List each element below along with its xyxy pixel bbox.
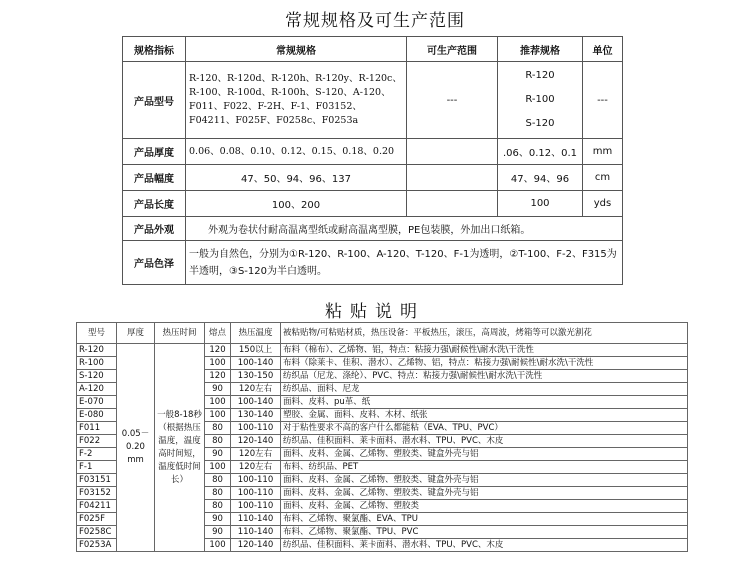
unit-value: cm	[583, 165, 623, 191]
melt-cell: 100	[205, 396, 231, 409]
material-cell: 面料、皮料、金属、乙烯物、塑胶类、键盒外壳与铝	[281, 448, 688, 461]
table-row	[77, 344, 688, 357]
spec-header: 推荐规格	[498, 37, 583, 62]
melt-cell: 100	[205, 461, 231, 474]
material-cell: 布料、纺织品、PET	[281, 461, 688, 474]
spec-header-row	[123, 37, 623, 62]
usage-header: 被粘贴物/可粘贴材质，热压设备：平板热压，滚压，高周波，烤箱等可以激光割花	[281, 323, 688, 344]
melt-cell: 100	[205, 357, 231, 370]
row-label: 产品外观	[123, 217, 186, 241]
recommend-item: S-120	[525, 118, 555, 129]
row-label: 产品幅度	[123, 165, 186, 191]
color-text: 一般为自然色，分别为①R-120、R-100、A-120、T-120、F-1为透明，②T-100、F-2、F315为半透明，③S-120为半白透明。	[186, 241, 623, 285]
spec-row-width	[123, 165, 623, 191]
range-value	[407, 165, 498, 191]
spec-row-thickness	[123, 139, 623, 165]
temp-cell: 100-140	[231, 357, 281, 370]
temp-cell: 100-110	[231, 487, 281, 500]
appearance-text: 外观为卷状付耐高温离型纸或耐高温离型膜，PE包装膜，外加出口纸箱。	[186, 217, 623, 241]
unit-value: yds	[583, 191, 623, 217]
melt-cell: 90	[205, 383, 231, 396]
usage-table	[76, 322, 688, 552]
melt-cell: 80	[205, 487, 231, 500]
model-cell: E-080	[77, 409, 117, 422]
recommend-item: R-100	[525, 94, 555, 105]
temp-cell: 130-140	[231, 409, 281, 422]
usage-header: 热压温度	[231, 323, 281, 344]
spec-row-model	[123, 62, 623, 139]
temp-cell: 120左右	[231, 448, 281, 461]
usage-header: 型号	[77, 323, 117, 344]
spec-row-appearance	[123, 217, 623, 241]
temp-cell: 100-140	[231, 396, 281, 409]
model-cell: F0253A	[77, 539, 117, 552]
melt-cell: 90	[205, 448, 231, 461]
melt-cell: 90	[205, 513, 231, 526]
material-cell: 布料（除莱卡、佳积、潜水）、乙烯物、铝，特点：粘接力强\耐候性\耐水洗\干洗性	[281, 357, 688, 370]
material-cell: 纺织品、佳积面料、莱卡面料、潜水料、TPU、PVC、木皮	[281, 435, 688, 448]
spec-header: 规格指标	[123, 37, 186, 62]
range-value: ---	[407, 62, 498, 139]
usage-header: 厚度	[117, 323, 155, 344]
length-values: 100、200	[186, 191, 407, 217]
melt-cell: 120	[205, 344, 231, 357]
model-cell: F025F	[77, 513, 117, 526]
model-cell: F022	[77, 435, 117, 448]
material-cell: 纺织品（尼龙、涤纶）、PVC、特点：粘接力强\耐候性\耐水洗\干洗性	[281, 370, 688, 383]
temp-cell: 100-110	[231, 422, 281, 435]
usage-body	[77, 344, 688, 552]
material-cell: 塑胶、金属、面料、皮料、木材、纸张	[281, 409, 688, 422]
material-cell: 纺织品、面料、尼龙	[281, 383, 688, 396]
width-values: 47、50、94、96、137	[186, 165, 407, 191]
melt-cell: 80	[205, 435, 231, 448]
thickness-cell: 0.05－0.20 mm	[117, 344, 155, 552]
recommend-value: .06、0.12、0.1	[498, 139, 583, 165]
temp-cell: 100-110	[231, 474, 281, 487]
material-cell: 布料、乙烯物、聚氯酯、TPU、PVC	[281, 526, 688, 539]
melt-cell: 80	[205, 500, 231, 513]
recommend-value: 47、94、96	[498, 165, 583, 191]
material-cell: 面料、皮料、pu革、纸	[281, 396, 688, 409]
model-cell: R-100	[77, 357, 117, 370]
melt-cell: 90	[205, 526, 231, 539]
temp-cell: 120左右	[231, 383, 281, 396]
thickness-values: 0.06、0.08、0.10、0.12、0.15、0.18、0.20	[186, 139, 407, 165]
material-cell: 布料、乙烯物、聚氯酯、EVA、TPU	[281, 513, 688, 526]
material-cell: 布料（棉布）、乙烯物、铝，特点：粘接力强\耐候性\耐水洗\干洗性	[281, 344, 688, 357]
model-cell: A-120	[77, 383, 117, 396]
usage-header-row	[77, 323, 688, 344]
unit-value: ---	[583, 62, 623, 139]
temp-cell: 120左右	[231, 461, 281, 474]
temp-cell: 120-140	[231, 539, 281, 552]
usage-title: 粘贴说明	[325, 302, 425, 322]
melt-cell: 80	[205, 474, 231, 487]
model-cell: F0258C	[77, 526, 117, 539]
model-cell: S-120	[77, 370, 117, 383]
model-list: R-120、R-120d、R-120h、R-120y、R-120c、R-100、R-100d、R-100h、S-120、A-120、F011、F022、F-2H、F-1、F03152、F04211、F025F、F0258c、F0253a	[186, 62, 407, 139]
spec-row-color	[123, 241, 623, 285]
model-cell: E-070	[77, 396, 117, 409]
row-label: 产品色泽	[123, 241, 186, 285]
recommend-value: 100	[498, 191, 583, 217]
usage-header: 熔点	[205, 323, 231, 344]
model-cell: F03152	[77, 487, 117, 500]
temp-cell: 110-140	[231, 526, 281, 539]
temp-cell: 110-140	[231, 513, 281, 526]
spec-header: 可生产范围	[407, 37, 498, 62]
model-cell: F04211	[77, 500, 117, 513]
model-cell: F011	[77, 422, 117, 435]
row-label: 产品厚度	[123, 139, 186, 165]
row-label: 产品型号	[123, 62, 186, 139]
material-cell: 纺织品、佳积面料、莱卡面料、潜水料、TPU、PVC、木皮	[281, 539, 688, 552]
spec-title: 常规规格及可生产范围	[285, 11, 465, 31]
spec-header: 常规规格	[186, 37, 407, 62]
spec-header: 单位	[583, 37, 623, 62]
melt-cell: 100	[205, 539, 231, 552]
spec-row-length	[123, 191, 623, 217]
model-cell: F-1	[77, 461, 117, 474]
recommend-models	[498, 62, 583, 139]
model-cell: R-120	[77, 344, 117, 357]
time-cell: 一般8-18秒（根据热压温度，温度高时间短，温度低时间长）	[155, 344, 205, 552]
melt-cell: 100	[205, 409, 231, 422]
material-cell: 对于粘性要求不高的客户什么都能粘（EVA、TPU、PVC）	[281, 422, 688, 435]
temp-cell: 120-140	[231, 435, 281, 448]
melt-cell: 120	[205, 370, 231, 383]
material-cell: 面料、皮料、金属、乙烯物、塑胶类、键盒外壳与铝	[281, 474, 688, 487]
model-cell: F-2	[77, 448, 117, 461]
material-cell: 面料、皮料、金属、乙烯物、塑胶类	[281, 500, 688, 513]
melt-cell: 80	[205, 422, 231, 435]
row-label: 产品长度	[123, 191, 186, 217]
temp-cell: 150以上	[231, 344, 281, 357]
range-value	[407, 139, 498, 165]
spec-table	[122, 36, 623, 285]
material-cell: 面料、皮料、金属、乙烯物、塑胶类、键盒外壳与铝	[281, 487, 688, 500]
temp-cell: 130-150	[231, 370, 281, 383]
temp-cell: 100-110	[231, 500, 281, 513]
recommend-item: R-120	[525, 70, 555, 81]
range-value	[407, 191, 498, 217]
usage-header: 热压时间	[155, 323, 205, 344]
model-cell: F03151	[77, 474, 117, 487]
unit-value: mm	[583, 139, 623, 165]
